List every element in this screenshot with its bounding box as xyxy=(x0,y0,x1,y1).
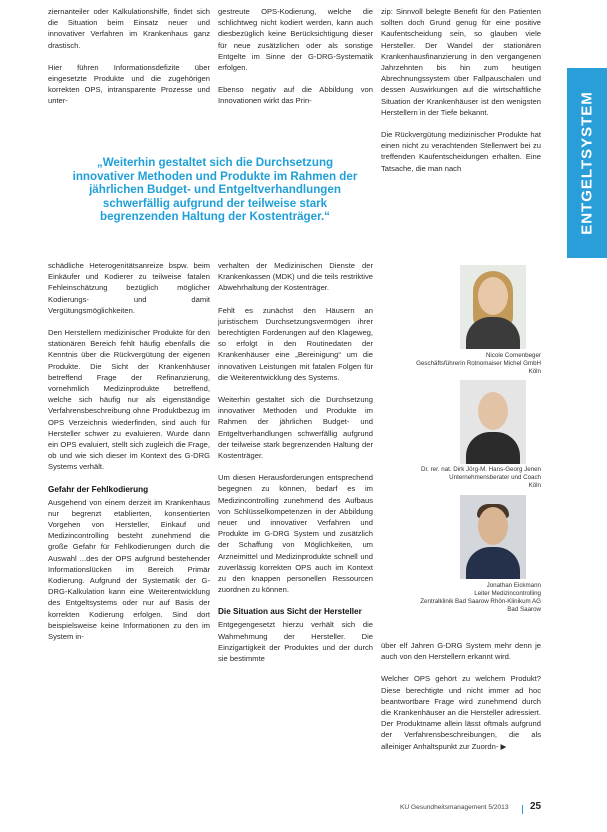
paragraph: Den Herstellern medizinischer Produkte für den stationären Bereich fehlt häufig ebenfalls die Kenntnis über die Rückvergütung der eigenen Produkte. Die Sicht der Krankenhäuser betreffend Frage der Refinanzierung, vornehmlich Medizinprodukte betreffend, welche sich häufig nur als eigenständige Verfahrensbeschreibung ohne Produktbezug im OPS Verzeichnis wiederfinden, sind auch für Hersteller schwer zu evaluieren. Wurde dann ein OPS evaluiert, stellt sich zugleich die Frage, ob und wie sich dieser im Kontext des G-DRG Systems verhält. xyxy=(48,328,210,472)
caption-place: Köln xyxy=(528,482,541,489)
paragraph-text: Welcher OPS gehört zu welchem Produkt? Diese berechtigte und nicht immer ad hoc beantwortbare Frage wird zunehmend durch die Krankenhäuser an die Hersteller adressiert. Der Produktname allein lässt oftmals aufgrund der Verfahrensbeschreibungen, die als alleiniger Anhaltspunkt zur Zuordn- xyxy=(381,674,541,751)
section-tab xyxy=(567,68,607,258)
paragraph: Um diesen Herausforderungen entsprechend begegnen zu können, bedarf es im Medizincontrolling zunehmend des Aufbaus von Schlüsselkompetenzen in der Abbildung neuer und innovativer Verfahren und Produkte im G-DRG System und zusätzlich der Schaffung von Möglichkeiten, um Arzneimittel und Medizinprodukte schnell und zuverlässig korrekten OPS auch im Kontext zu den knappen personellen Ressourcen zuordnen zu können. xyxy=(218,473,373,595)
section-heading: Gefahr der Fehlkodierung xyxy=(48,484,149,494)
caption-name: Jonathan Eickmann xyxy=(486,582,541,589)
paragraph: Die Rückvergütung medizinischer Produkte hat einen nicht zu verachtenden Stellenwert bei zu treffenden Kaufentscheidungen erhalten. Eine Tatsache, die man nach xyxy=(381,130,541,173)
paragraph: Fehlt es zunächst den Häusern an juristischem Durchsetzungsvermögen ihrer berechtigten Forderungen auf den Klageweg, so erfolgt in den Routinedaten der Krankenhäuser eine „Bereinigung“ um die innovativen Leistungen mit fatalen Folgen für die Weiterentwicklung des Systems. xyxy=(218,305,373,382)
paragraph: Ausgehend von einem derzeit im Krankenhaus nur begrenzt etablierten, konsentierten Vorgehen von Hersteller, Einkauf und Medizincontrolling besteht zunehmend die große Gefahr für Fehlkodierungen durch die Auswahl ...des der OPS aufgrund bestehender Informationslücken im Bereich Primär Kodierung. Aufgrund der Systematik der G-DRG-Kalkulation kann eine Weiterentwicklung des Entgeltsystems oder nur auf Basis der korrekten Kodierung erfolgen. Sind dort beispielsweise keine Informationen zu den im System in- xyxy=(48,497,210,642)
paragraph: ziernanteiler oder Kalkulationshilfe, findet sich die Situation beim Einsatz neuer und innovativer Verfahren im Krankenhaus ganz drastisch. xyxy=(48,7,210,50)
section-tab-label: ENTGELTSYSTEM xyxy=(578,91,596,235)
caption-place: Zentralklinik Bad Saarow Rhön-Klinikum AG xyxy=(420,598,541,605)
column-2 xyxy=(218,260,373,675)
pull-quote: „Weiterhin gestaltet sich die Durchsetzung innovativer Methoden und Produkte im Rahmen der jährlichen Budget- und Entgeltverhandlungen schwerfällig aufgrund der teilweise stark begrenzenden Haltung der Kostenträger.“ xyxy=(72,156,358,224)
portrait-face xyxy=(478,392,508,430)
section-heading: Die Situation aus Sicht der Hersteller xyxy=(218,607,362,617)
paragraph: verhalten der Medizinischen Dienste der Krankenkassen (MDK) und die teils restriktive Abwehrhaltung der Kostenträger. xyxy=(218,261,373,293)
page-number: 25 xyxy=(530,801,542,812)
caption-place: Köln xyxy=(528,368,541,375)
column-1 xyxy=(48,260,210,653)
paragraph: gestreute OPS-Kodierung, welche die schlichtweg nicht kodiert werden, kann auch diesbezüglich keine Berücksichtigung dieser für neue zusätzlichen oder als sonstige Entgelte im Sinne der G-DRG-Systematik erfolgen. xyxy=(218,7,373,73)
continue-arrow-icon: ▶ xyxy=(500,741,507,751)
portrait-photo xyxy=(460,495,526,579)
footer-publication: KU Gesundheitsmanagement 5/2013 xyxy=(400,804,509,811)
column-2-top xyxy=(218,6,373,118)
column-3-top xyxy=(381,6,541,185)
portrait-body xyxy=(466,432,520,464)
paragraph xyxy=(381,673,541,751)
caption-role: Geschäftsführerin Rotnomaiser Michel GmbH xyxy=(416,360,541,367)
paragraph: zip: Sinnvoll belegte Benefit für den Patienten sollten doch Grund genug für eine positive Kaufentscheidung sein, so glauben viele Hersteller. Der Wandel der stationären Krankenhausfinanzierung in den vergangenen Jahrzehnten bis hin zum heutigen Abrechnungssystem über Fallpauschalen und dessen Auswirkungen auf die wirtschaftliche Situation der Krankenhäuser ist den wenigsten Herstellern in der Tiefe bekannt. xyxy=(381,7,541,117)
photo-caption xyxy=(381,352,541,376)
paragraph: schädliche Heterogenitätsanreize bspw. beim Einkäufer und Kodierer zu teilweise fatalen Fehleinschätzung bezüglich möglicher Kodierungs- und damit Vergütungsmöglichkeiten. xyxy=(48,261,210,315)
paragraph: Ebenso negativ auf die Abbildung von Innovationen wirkt das Prin- xyxy=(218,85,373,106)
caption-name: Dr. rer. nat. Dirk Jörg-M. Hans-Georg Jenen xyxy=(420,466,541,473)
photo-caption xyxy=(381,582,541,614)
portrait-body xyxy=(466,547,520,579)
caption-name: Nicole Cornenbeger xyxy=(485,352,541,359)
column-3-bottom xyxy=(381,640,541,763)
portrait-face xyxy=(478,277,508,315)
column-1-top xyxy=(48,6,210,118)
portrait-photo xyxy=(460,265,526,349)
caption-place: Bad Saarow xyxy=(507,606,541,613)
footer-divider xyxy=(522,805,523,814)
paragraph: Hier führen Informationsdefizite über eingesetzte Produkte und die zugehörigen korrekten OPS, intransparente Prozesse und unter- xyxy=(48,62,210,106)
portrait-photo xyxy=(460,380,526,464)
caption-role: Unternehmensberater und Coach xyxy=(449,474,541,481)
paragraph: Entgegengesetzt hierzu verhält sich die Wahrnehmung der Hersteller. Die Einzigartigkeit der Produktes und der durch sie bestimmte xyxy=(218,620,373,664)
portrait-face xyxy=(478,507,508,545)
caption-role: Leiter Medizincontrolling xyxy=(474,590,541,597)
paragraph: über elf Jahren G-DRG System mehr denn je auch von den Herstellern erkannt wird. xyxy=(381,641,541,662)
photo-caption xyxy=(381,466,541,490)
paragraph: Weiterhin gestaltet sich die Durchsetzung innovativer Methoden und Produkte im Rahmen der jährlichen Budget- und Entgeltverhandlungen schwerfällig aufgrund der teilweise stark begrenzenden Haltung der Kostenträger. xyxy=(218,395,373,461)
